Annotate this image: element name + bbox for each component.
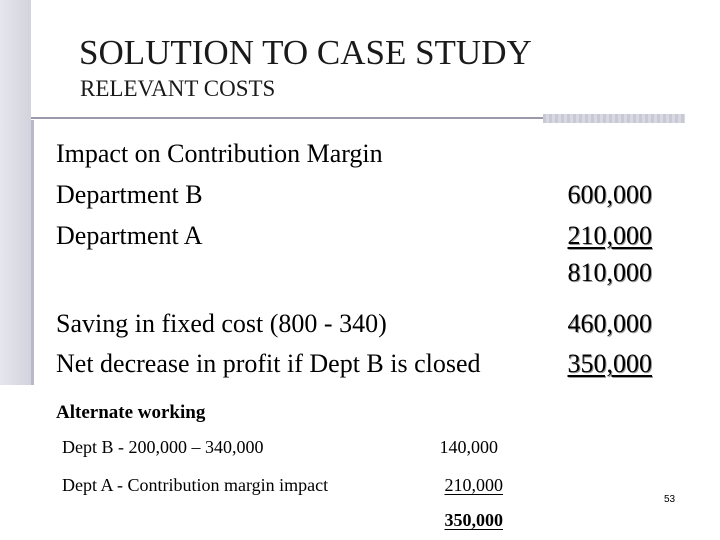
row-value-dept-a: 210,000 [567, 221, 652, 250]
page-number: 53 [664, 494, 676, 505]
row-label-saving: Saving in fixed cost (800 - 340) [56, 309, 387, 338]
slide-subtitle: RELEVANT COSTS [80, 76, 276, 101]
row-value-saving: 460,000 [567, 309, 652, 338]
left-bar-edge [31, 120, 34, 385]
alternate-heading: Alternate working [56, 402, 206, 423]
alt-value-dept-a: 210,000 [444, 475, 503, 495]
row-value-net-decrease: 350,000 [567, 349, 652, 378]
title-divider-block [543, 114, 685, 123]
slide-title: SOLUTION TO CASE STUDY [79, 33, 532, 72]
alt-label-dept-a: Dept A - Contribution margin impact [62, 475, 329, 495]
row-label-dept-a: Department A [56, 221, 203, 250]
row-label-dept-b: Department B [56, 180, 203, 209]
row-label-net-decrease: Net decrease in profit if Dept B is closed [56, 349, 481, 378]
alt-value-total: 350,000 [444, 510, 503, 530]
title-divider-line [31, 117, 543, 119]
row-value-total: 810,000 [567, 258, 652, 287]
alt-value-dept-b: 140,000 [439, 437, 498, 457]
contribution-heading: Impact on Contribution Margin [56, 139, 383, 168]
alt-label-dept-b: Dept B - 200,000 – 340,000 [62, 437, 264, 457]
left-decorative-bar [0, 0, 31, 385]
row-value-dept-b: 600,000 [567, 180, 652, 209]
